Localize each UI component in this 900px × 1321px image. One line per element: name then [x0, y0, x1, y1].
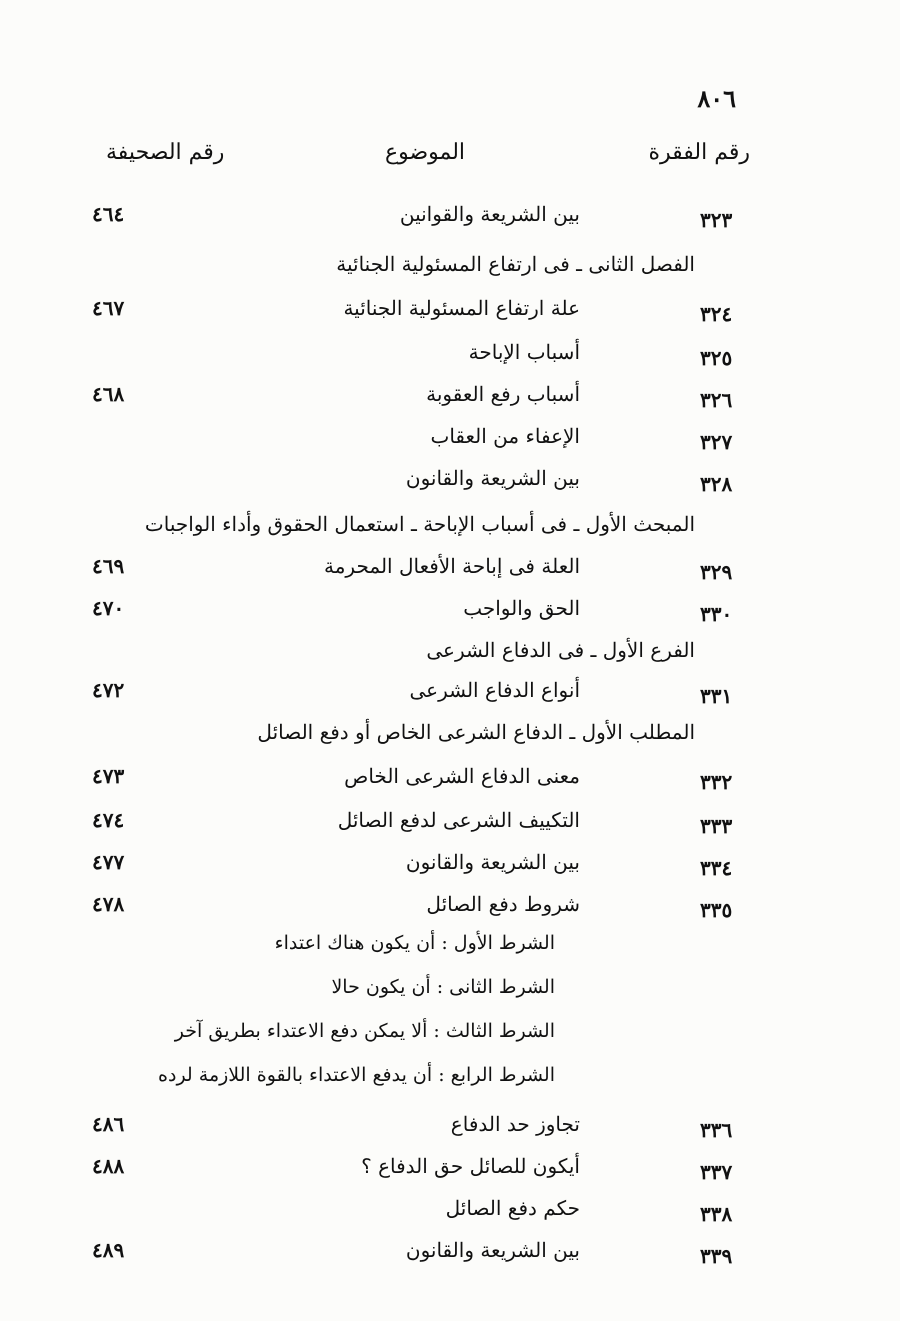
- section-heading-row: [0, 720, 900, 760]
- entry-page-number: ٤٦٩: [92, 554, 125, 578]
- entry-topic: العلة فى إباحة الأفعال المحرمة: [324, 554, 580, 578]
- entry-page-number: ٤٨٩: [92, 1238, 125, 1262]
- entry-topic: علة ارتفاع المسئولية الجنائية: [343, 296, 580, 320]
- entry-topic: تجاوز حد الدفاع: [450, 1112, 580, 1136]
- entry-topic: أيكون للصائل حق الدفاع ؟: [361, 1154, 580, 1178]
- entry-topic: الإعفاء من العقاب: [430, 424, 580, 448]
- paragraph-number: ٣٣٦: [700, 1118, 733, 1142]
- entry-page-number: ٤٧٧: [92, 850, 125, 874]
- toc-entry: [0, 382, 900, 422]
- toc-entry: [0, 554, 900, 594]
- condition-text: الشرط الثانى : أن يكون حالا: [331, 976, 555, 998]
- section-heading: المبحث الأول ـ فى أسباب الإباحة ـ استعمال الحقوق وأداء الواجبات: [144, 512, 695, 536]
- entry-page-number: ٤٦٨: [92, 382, 125, 406]
- paragraph-number: ٣٢٣: [700, 208, 733, 232]
- paragraph-number: ٣٢٧: [700, 430, 733, 454]
- paragraph-number: ٣٣٨: [700, 1202, 733, 1226]
- toc-entry: [0, 892, 900, 932]
- entry-topic: بين الشريعة والقانون: [405, 466, 580, 490]
- entry-topic: بين الشريعة والقوانين: [399, 202, 580, 226]
- condition-text: الشرط الرابع : أن يدفع الاعتداء بالقوة اللازمة لرده: [158, 1064, 555, 1086]
- section-heading-row: [0, 252, 900, 292]
- topic-header: الموضوع: [384, 140, 466, 165]
- paragraph-number: ٣٣٣: [700, 814, 733, 838]
- toc-entry: [0, 296, 900, 336]
- condition-row: [0, 1020, 900, 1060]
- toc-entry: [0, 466, 900, 506]
- paragraph-number: ٣٢٨: [700, 472, 733, 496]
- entry-topic: أسباب الإباحة: [468, 340, 580, 364]
- condition-row: [0, 932, 900, 972]
- toc-entry: [0, 424, 900, 464]
- paragraph-number: ٣٣٧: [700, 1160, 733, 1184]
- paragraph-number: ٣٢٦: [700, 388, 733, 412]
- section-heading-row: [0, 638, 900, 678]
- entry-page-number: ٤٧٨: [92, 892, 125, 916]
- entry-topic: أسباب رفع العقوبة: [426, 382, 580, 406]
- page-number-header: رقم الصحيفة: [106, 140, 225, 165]
- paragraph-number: ٣٢٤: [700, 302, 733, 326]
- page-number: ٨٠٦: [697, 84, 736, 113]
- entry-page-number: ٤٦٤: [92, 202, 125, 226]
- paragraph-number: ٣٣٠: [700, 602, 733, 626]
- condition-row: [0, 1064, 900, 1104]
- paragraph-number: ٣٣١: [700, 684, 733, 708]
- entry-page-number: ٤٦٧: [92, 296, 125, 320]
- toc-entry: [0, 808, 900, 848]
- toc-entry: [0, 850, 900, 890]
- toc-entry: [0, 1112, 900, 1152]
- entry-topic: حكم دفع الصائل: [445, 1196, 580, 1220]
- paragraph-number: ٣٣٢: [700, 770, 733, 794]
- paragraph-number: ٣٢٩: [700, 560, 733, 584]
- toc-entry: [0, 596, 900, 636]
- condition-text: الشرط الأول : أن يكون هناك اعتداء: [274, 932, 555, 954]
- toc-entry: [0, 1196, 900, 1236]
- paragraph-number: ٣٣٩: [700, 1244, 733, 1268]
- toc-entry: [0, 340, 900, 380]
- entry-topic: معنى الدفاع الشرعى الخاص: [344, 764, 580, 788]
- section-heading: الفصل الثانى ـ فى ارتفاع المسئولية الجنائية: [336, 252, 695, 276]
- paragraph-number: ٣٣٤: [700, 856, 733, 880]
- entry-page-number: ٤٧٤: [92, 808, 125, 832]
- toc-entry: [0, 678, 900, 718]
- section-heading: الفرع الأول ـ فى الدفاع الشرعى: [426, 638, 695, 662]
- condition-row: [0, 976, 900, 1016]
- entry-topic: أنواع الدفاع الشرعى: [409, 678, 580, 702]
- entry-topic: الحق والواجب: [463, 596, 580, 620]
- toc-entry: [0, 202, 900, 242]
- toc-entry: [0, 764, 900, 804]
- entry-page-number: ٤٧٢: [92, 678, 125, 702]
- section-heading-row: [0, 512, 900, 552]
- section-heading: المطلب الأول ـ الدفاع الشرعى الخاص أو دفع الصائل: [257, 720, 695, 744]
- paragraph-number: ٣٣٥: [700, 898, 733, 922]
- paragraph-number: ٣٢٥: [700, 346, 733, 370]
- toc-entry: [0, 1154, 900, 1194]
- condition-text: الشرط الثالث : ألا يمكن دفع الاعتداء بطريق آخر: [174, 1020, 555, 1042]
- toc-entry: [0, 1238, 900, 1278]
- entry-topic: شروط دفع الصائل: [426, 892, 580, 916]
- entry-page-number: ٤٨٦: [92, 1112, 125, 1136]
- entry-topic: بين الشريعة والقانون: [405, 850, 580, 874]
- entry-page-number: ٤٧٣: [92, 764, 125, 788]
- entry-page-number: ٤٨٨: [92, 1154, 125, 1178]
- paragraph-number-header: رقم الفقرة: [648, 140, 750, 165]
- entry-topic: بين الشريعة والقانون: [405, 1238, 580, 1262]
- entry-topic: التكييف الشرعى لدفع الصائل: [337, 808, 580, 832]
- entry-page-number: ٤٧٠: [92, 596, 125, 620]
